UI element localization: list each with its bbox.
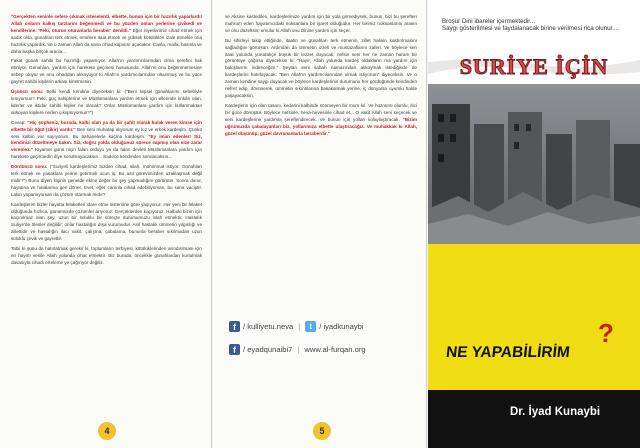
paragraph (11, 164, 202, 199)
body-text: Belki kendi kendine diyeceksin ki: ("Beni kişisel günahlarımı sebebiyle kınıyorsun? Peki, güç sahiplerine ve Müslümanlara yardım etmek için ellerinde imkân olan, liderler ve iktidar sahibi kişiler ne olacak? Onlar Müslümanlara yardım için kullanmaktan alıkoyan kişilere neden çıkışmıyorsun?") (11, 89, 203, 115)
page-five-panel (213, 0, 427, 448)
destroyed-buildings-photo (428, 84, 640, 244)
body-text: Ben seni muhatap alıyorum ey kız ve erkek kardeşim. Çünkü seni kalbin var sayıyorum. Bu bahanelerle kaçma kardeşim. (11, 126, 202, 139)
facebook-icon: f (229, 344, 240, 355)
paragraph (225, 38, 417, 100)
paragraph (11, 14, 202, 55)
paragraph (11, 246, 202, 267)
body-text: ve Aksine kastedilen, kardeşlerimize yardım için bir yola girmediysek, bunun, bizi bu şereften mahrum eden hayatımızdaki noksanlara bir işaret olduğudur. Her birimiz noksanlarını arasın ve onu düzeltsin; umulur ki Allah onu Dinine yardım için seçer. (225, 14, 417, 33)
separator: | (298, 322, 301, 331)
facebook-link-kulliyetu[interactable]: / kulliyetu.neva (243, 322, 294, 331)
highlighted-text: "Hiç şüphesiz, burada, kalbi olan ya da bir şahit olarak kulak veren kimse için elbette bir öğüt (zikir) vardır." (11, 119, 202, 132)
social-links (219, 310, 419, 400)
paragraph (11, 120, 202, 161)
main-title: NE YAPABİLİRİM (445, 344, 571, 361)
facebook-link-eyadqunaibi[interactable]: / eyadqunaibi7 (243, 345, 293, 354)
notice-line-2: Saygı gösterilmesi ve faydalanacak birine verilmesi rica olunur.... (442, 25, 620, 33)
highlighted-text: Dördüncü sonu: (11, 164, 48, 170)
page-number-five: 5 (313, 422, 331, 440)
black-stripe (428, 390, 640, 448)
body-text: Bu sihirleyi takip ettiğinde, itaatin ve günahları terk etmenin, zillet halinin kaldırılmasını sağladığını görürsün. Ardından da ümmetin izzeti ve mustazaflarını zaferi. Ve böylece sen itaat yolunda yürüdükçe büyük bir lezzet duyacak, nefsin seni her ne zaman haram bir görüntüye çağırsa diyeceksin ki: "Hayır, Allah yolunda kardeş oldukların ma yardım için bakışlarımı indireceğim." Şeytan seni sabah namazından alıkoymak istediğinde de kardeşlerini hatırlayacak: "Ben Allah'ın yardımcılarından olmak istiyorum" diyeceksin. Ve o zaman kendine saygı duyacak ve böylece kardeşlerinin durumunu her gördüğünde kendinden nefret edip, dövünerek, ümmetin sıkıntılarına bakakalmak yerine, iç dünyanla uyumlu halde yaşayacaksın. (225, 37, 417, 98)
notice-line-1: Broşür Dini ibareler içermektedir... (442, 18, 536, 25)
question-mark: ? (598, 318, 614, 348)
body-text: ("Suriyeli kardeşlerimiz bizden cihad, silah, mühimmat istiyor. Günahları terk etmek ve yasaklara yerine getirmek ucun iş. Bu asıl görevimizden uzaklaşmak değil midir?") Bunu diyen kişinin genelde ekine değer bir şey yapmadığını görürsün. Sonra durur, hayatına ve hatalarına geri döner. Evet, eğer canınla cihad edebiliyorsan, bu sana vaciptir. Lakin yapamıyorsan da çözüm otarmak mıdır? (11, 164, 202, 197)
body-text: Tabii ki şunu da hatırlatmak gerekir ki, toplumların terbiyesi, kötülüklerinden arındırılması için en hayırlı vesile Allah yolunda cihat etmektir. Biz burada, öncelikle günahlardan kurtulmak davasıyla cihadı erteleme ye çağırıyor değiliz. (11, 246, 202, 265)
highlighted-text: "Gerçekten seninle sefere çıkmak isteselerdi, elbette, bunun için bir hazırlık yaparlardı! Allah onların kalkış tarzlarını beğenmedi ve bu yüzden onları yerlerine çivikedi ve kendilerine: 'Peki, oturun oturanlarla beraber' denildi." (11, 14, 202, 33)
highlighted-text: "Ey iman edenler! Siz, kendinizi düzeltmeye bakın. Siz, doğru yolda olduğunuz sürece sapmış olan size zarar veremez." (11, 133, 202, 153)
cover-panel (428, 0, 640, 448)
body-text: Fakat günah sahibi bu hazırlığı yapamıyor. Allah'ın yardımcılarından olma şerefini hak etmiyor. Günahları, yardım için harekete geçmesi hususunda, Allah'ın onu beğenmemesine sebep oluyor ve onu cihaddan alıkoyuyor ki Allah'ın yardımcılarından olsunmuş ve bu yüce gayret sahibi kişilerin arkası kirletmesin. (11, 58, 202, 85)
page-four-text (11, 14, 202, 267)
paragraph (11, 89, 202, 117)
paragraph (225, 103, 417, 138)
body-text: Cevap: (11, 119, 28, 125)
twitter-icon: t (305, 321, 316, 332)
twitter-link-iyadkunaybi[interactable]: / iyadkunaybi (319, 322, 364, 331)
body-text: Kıyamet günü niçin falan orduyu ya da falan devleti Müslümanlara yardım için harekete geçirmedin diye sorulmayacaksın... Sadece kendinden sorulacaksın... (11, 147, 202, 160)
highlighted-text: Üçüncü sonu: (11, 89, 44, 95)
paragraph (225, 14, 417, 35)
page-five-text (225, 14, 417, 137)
cover-title: SURİYE İÇİN (459, 54, 609, 79)
page-four-panel (0, 0, 212, 448)
paragraph (11, 58, 202, 86)
page-number-four: 4 (98, 422, 116, 440)
paragraph (11, 202, 202, 243)
highlighted-text: "Bizim uğrumuzda çabalayanları biz, yollarımıza elbette ulaştıracağız. Ve muhakkak ki Allah, güzel düşünüp, güzel davrananlarla beraberdir." (225, 116, 417, 136)
facebook-icon: f (229, 321, 240, 332)
author-name: Dr. İyad Kunaybi (510, 406, 601, 418)
separator: | (297, 345, 300, 354)
body-text: Kardeşlerim bizler hayatta felaketleri idare etme sistemine göre yaşıyoruz. Her yeni bir felaket olduğunda hızlıca, günümüzde çözümler arıyoruz. Gerçeklerden kaçıyoruz. Halbuki bizim için kaçınılmaz olan şey, uzun bir soluklu bir süreçte durumumuzu islah etmektir. Hastalık Suriye'de ölenler değildir, onlar hastalığın dışa vurumudur. Asıl hastalık ümmetin yılgınlığı ve zillettidir ve hastalığın ilacı vakit, çalışma, çabalama, bununla beraber sıkılmadan uzun soluklu çevik ve gayrettir. (11, 201, 202, 242)
body-text: Eğer niyetlerimiz cihad etmek için sadık olsa, günahları terk etmek, emirlere itaat etmek ve yüksek kötülükleri izale etmekle ona hazırlık yapardık. Ve o zaman Allah da sana cihad kapısını açacaktır. Canla, malla, basınla ve daha başka birçok aracla... (11, 27, 202, 54)
body-text: Kardeşlerin için olan tasanı, kederini kalbinde sönmeyen bir mum kıl. Ve hüznünü olumlu, itici bir güce dönüştür. Böylece nefsinle, heva-hevesinle cihad et... O vakit Allah seni seçecek ve seni kardeşlerine yardımla şereflendirecek. Ve bunun için yolları kolaylaştıracak. (225, 102, 417, 122)
brochure-notice (442, 18, 622, 33)
website-link[interactable]: www.al-furqan.org (304, 345, 366, 354)
